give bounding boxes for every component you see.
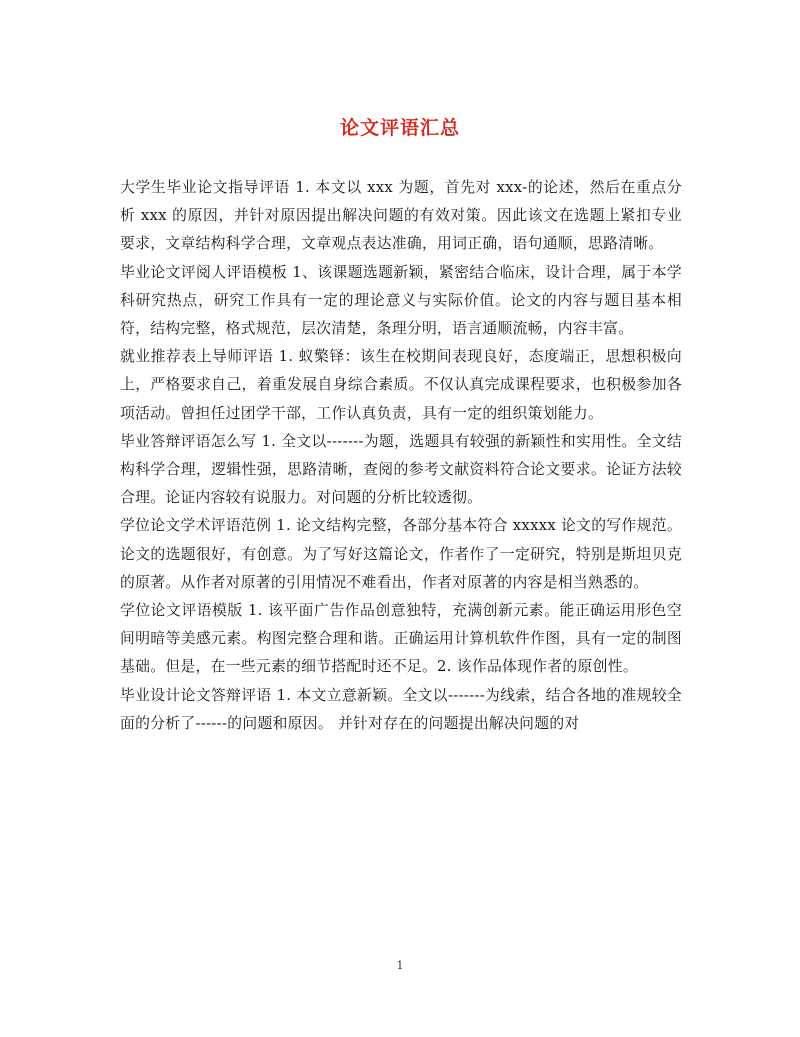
document-title: 论文评语汇总 — [339, 117, 460, 139]
paragraph-employment-recommendation-comment: 就业推荐表上导师评语 1. 蚁檠铎：该生在校期间表现良好，态度端正，思想积极向上，严格要求自己，着重发展自身综合素质。不仅认真完成课程要求，也积极参加各项活动。曾担任过团学干部，工作认真负责，具有一定的组织策划能力。 — [120, 348, 682, 422]
paragraph-academic-comment-example: 学位论文学术评语范例 1. 论文结构完整，各部分基本符合 xxxxx 论文的写作规范。论文的选题很好，有创意。为了写好这篇论文，作者作了一定研究，特别是斯坦贝克的原著。从作者对原著的引用情况不难看出，作者对原著的内容是相当熟悉的。 — [120, 517, 682, 591]
document-body — [120, 174, 682, 738]
page-number: 1 — [396, 959, 404, 972]
paragraph-graduation-guidance-comment: 大学生毕业论文指导评语 1. 本文以 xxx 为题，首先对 xxx-的论述，然后在重点分析 xxx 的原因，并针对原因提出解决问题的有效对策。因此该文在选题上紧扣专业要求，文章结构科学合理，文章观点表达准确，用词正确，语句通顺，思路清晰。 — [120, 179, 682, 253]
paragraph-reviewer-comment-template: 毕业论文评阅人评语模板 1、该课题选题新颖，紧密结合临床，设计合理，属于本学科研究热点，研究工作具有一定的理论意义与实际价值。论文的内容与题目基本相符，结构完整，格式规范，层次清楚，条理分明，语言通顺流畅，内容丰富。 — [120, 263, 682, 338]
paragraph-defense-comment: 毕业答辩评语怎么写 1. 全文以-------为题，选题具有较强的新颖性和实用性。全文结构科学合理，逻辑性强，思路清晰，查阅的参考文献资料符合论文要求。论证方法较合理。论证内容较有说服力。对问题的分析比较透彻。 — [120, 432, 682, 507]
paragraph-graduation-design-defense-comment: 毕业设计论文答辩评语 1. 本文立意新颖。全文以-------为线索，结合各地的准规较全面的分析了------的问题和原因。 并针对存在的问题提出解决问题的对 — [120, 686, 682, 732]
paragraph-degree-thesis-comment-template: 学位论文评语模版 1. 该平面广告作品创意独特，充满创新元素。能正确运用形色空间明暗等美感元素。构图完整合理和谐。正确运用计算机软件作图，具有一定的制图基础。但是，在一些元素的细节搭配时还不足。2. 该作品体现作者的原创性。 — [120, 602, 682, 676]
